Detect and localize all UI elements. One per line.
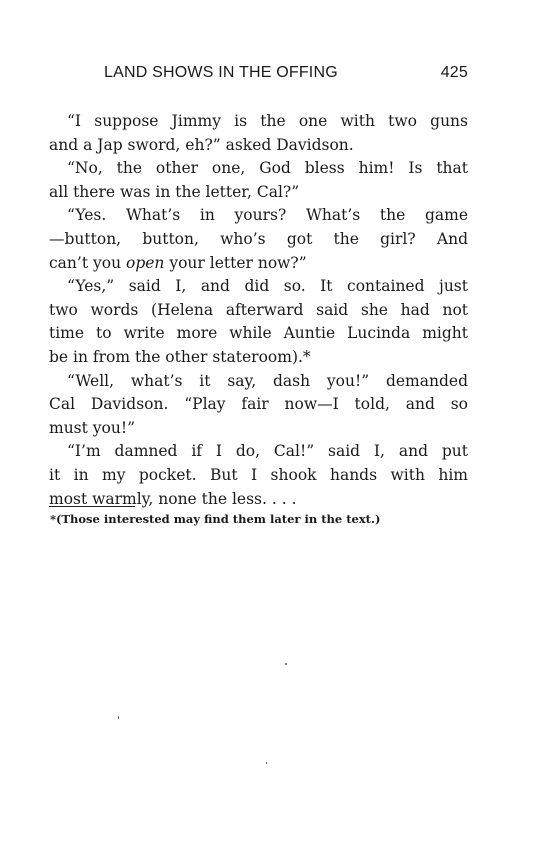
text-line: “No, the other one, God bless him! Is that — [67, 159, 468, 178]
footnote: *(Those interested may find them later in the text.) — [50, 512, 381, 526]
text-line: Cal Davidson. “Play fair now—I told, and so — [49, 395, 468, 414]
text-line: —button, button, who’s got the girl? And — [49, 229, 468, 248]
text-line: two words (Helena afterward said she had not — [49, 300, 468, 319]
text-line: all there was in the letter, Cal?” — [49, 182, 300, 201]
scan-speck — [266, 762, 267, 764]
text-line: must you!” — [49, 418, 136, 437]
page-number: 425 — [440, 64, 468, 81]
text-line: and a Jap sword, eh?” asked Davidson. — [49, 135, 354, 154]
text-line: “I suppose Jimmy is the one with two guns — [67, 112, 468, 130]
text-line: most warmly, none the less. . . . — [49, 489, 297, 508]
scan-speck — [118, 716, 119, 719]
running-head: LAND SHOWS IN THE OFFING — [104, 64, 338, 81]
text-line: can’t you open your letter now?” — [49, 253, 307, 272]
text-line: time to write more while Auntie Lucinda might — [49, 324, 468, 343]
body-text — [49, 110, 468, 511]
text-line: be in from the other stateroom).* — [49, 347, 311, 366]
text-line: “Well, what’s it say, dash you!” demanded — [67, 371, 468, 390]
text-line: “Yes. What’s in yours? What’s the game — [67, 206, 468, 225]
text-line: “I’m damned if I do, Cal!” said I, and put — [67, 442, 468, 461]
page-header — [104, 64, 468, 88]
emphasis: open — [126, 253, 165, 272]
scan-speck — [285, 663, 287, 665]
footnote-rule — [49, 506, 135, 507]
text-line: “Yes,” said I, and did so. It contained just — [67, 277, 468, 296]
text-line: it in my pocket. But I shook hands with him — [49, 465, 468, 484]
